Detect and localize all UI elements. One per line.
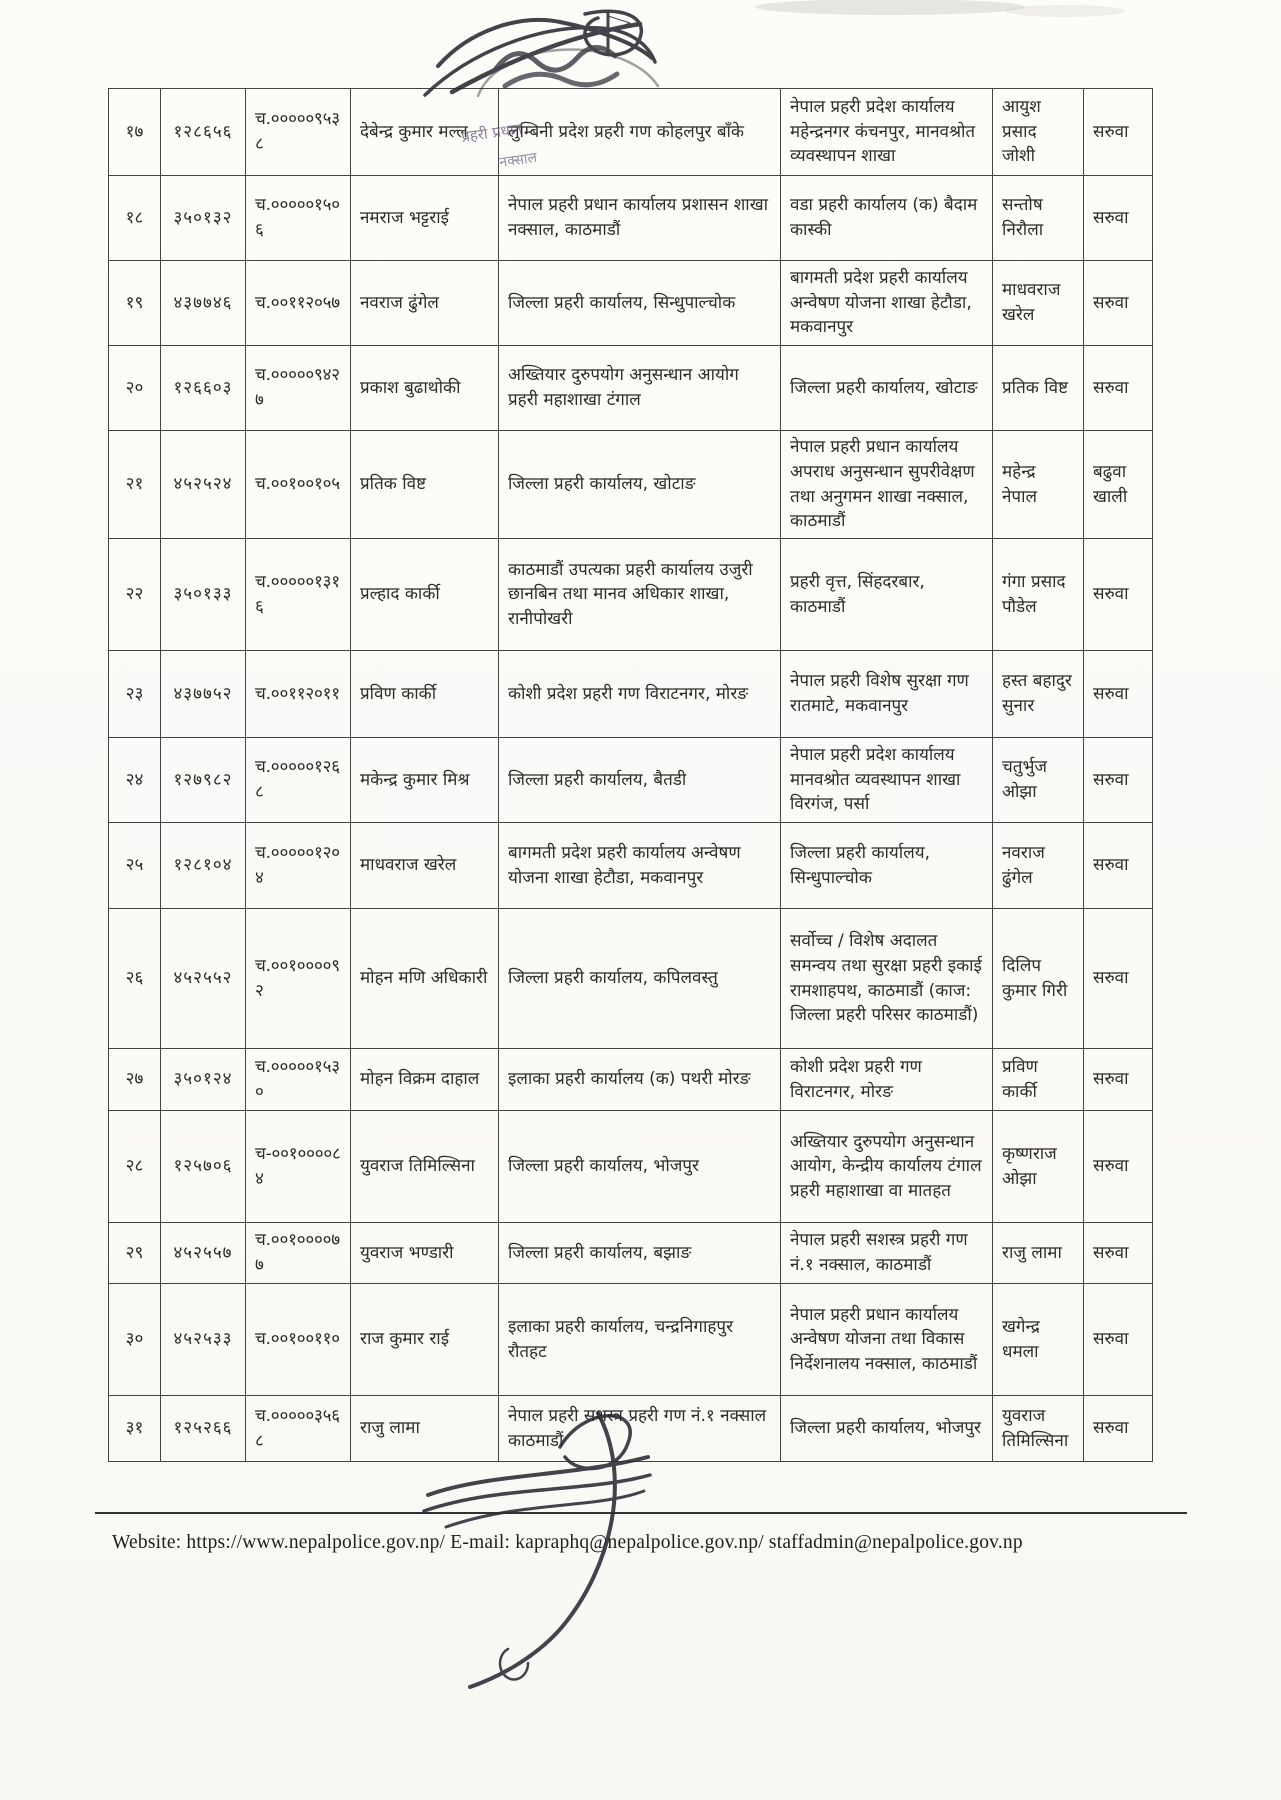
cell-name: देबेन्द्र कुमार मल्ल [351,89,499,176]
footer-website-text: Website: https://www.nepalpolice.gov.np/ E-mail: kapraphq@nepalpolice.gov.np/ staffadmin@nepalpolice.gov.np [112,1532,1023,1553]
cell-sn: १८ [109,176,161,261]
cell-sn: २३ [109,651,161,738]
transfer-table [108,88,1153,1462]
cell-sn: २८ [109,1111,161,1223]
cell-from: इलाका प्रहरी कार्यालय, चन्द्रनिगाहपुर रौतहट [499,1284,781,1396]
cell-to: जिल्ला प्रहरी कार्यालय, सिन्धुपाल्चोक [781,823,993,909]
cell-reg: १२५७०६ [161,1111,246,1223]
cell-code: च.०००००९४२७ [246,346,351,431]
cell-status: सरुवा [1084,1111,1153,1223]
cell-sn: १७ [109,89,161,176]
cell-to: कोशी प्रदेश प्रहरी गण विराटनगर, मोरङ [781,1049,993,1111]
cell-sn: २९ [109,1223,161,1284]
cell-name: राजु लामा [351,1396,499,1462]
cell-name: प्रविण कार्की [351,651,499,738]
cell-reg: ४५२५२४ [161,431,246,539]
transfer-table-body [109,89,1153,1462]
table-row [109,651,1153,738]
cell-to: प्रहरी वृत्त, सिंहदरबार, काठमाडौं [781,539,993,651]
table-row [109,823,1153,909]
cell-from: जिल्ला प्रहरी कार्यालय, खोटाङ [499,431,781,539]
photo-smudge [755,0,1025,15]
cell-to: नेपाल प्रहरी विशेष सुरक्षा गण रातमाटे, मकवानपुर [781,651,993,738]
cell-name: राज कुमार राई [351,1284,499,1396]
cell-code: च.००१००११० [246,1284,351,1396]
cell-sn: २४ [109,738,161,823]
stamp-text-line2: नक्साल [498,149,539,171]
table-row [109,176,1153,261]
cell-status: सरुवा [1084,909,1153,1049]
cell-name: प्रकाश बुढाथोकी [351,346,499,431]
cell-sn: २६ [109,909,161,1049]
cell-reg: ३५०१२४ [161,1049,246,1111]
cell-repl: प्रतिक विष्ट [993,346,1084,431]
cell-name: मोहन मणि अधिकारी [351,909,499,1049]
cell-code: च.००१००१०५ [246,431,351,539]
cell-reg: ४५२५३३ [161,1284,246,1396]
cell-from: जिल्ला प्रहरी कार्यालय, बझाङ [499,1223,781,1284]
cell-repl: राजु लामा [993,1223,1084,1284]
cell-from: बागमती प्रदेश प्रहरी कार्यालय अन्वेषण योजना शाखा हेटौडा, मकवानपुर [499,823,781,909]
cell-to: जिल्ला प्रहरी कार्यालय, भोजपुर [781,1396,993,1462]
table-row [109,346,1153,431]
table-row [109,431,1153,539]
cell-to: नेपाल प्रहरी सशस्त्र प्रहरी गण नं.१ नक्साल, काठमाडौं [781,1223,993,1284]
cell-repl: दिलिप कुमार गिरी [993,909,1084,1049]
cell-name: युवराज भण्डारी [351,1223,499,1284]
cell-status: सरुवा [1084,1396,1153,1462]
cell-name: प्रतिक विष्ट [351,431,499,539]
cell-name: युवराज तिमिल्सिना [351,1111,499,1223]
cell-reg: ४५२५५७ [161,1223,246,1284]
cell-status: बढुवा खाली [1084,431,1153,539]
cell-status: सरुवा [1084,1284,1153,1396]
ink-stamp [425,11,658,96]
cell-sn: ३० [109,1284,161,1396]
cell-code: च.०००००१५०६ [246,176,351,261]
cell-status: सरुवा [1084,539,1153,651]
cell-from: लुम्बिनी प्रदेश प्रहरी गण कोहलपुर बाँके [499,89,781,176]
table-row [109,909,1153,1049]
cell-status: सरुवा [1084,261,1153,346]
cell-status: सरुवा [1084,651,1153,738]
cell-repl: कृष्णराज ओझा [993,1111,1084,1223]
cell-from: कोशी प्रदेश प्रहरी गण विराटनगर, मोरङ [499,651,781,738]
cell-to: सर्वोच्च / विशेष अदालत समन्वय तथा सुरक्षा प्रहरी इकाई रामशाहपथ, काठमाडौं (काज: जिल्ला प्रहरी परिसर काठमाडौं) [781,909,993,1049]
cell-name: प्रल्हाद कार्की [351,539,499,651]
cell-status: सरुवा [1084,346,1153,431]
cell-reg: ३५०१३२ [161,176,246,261]
table-row [109,1396,1153,1462]
table-row [109,1284,1153,1396]
cell-reg: ३५०१३३ [161,539,246,651]
cell-name: नमराज भट्टराई [351,176,499,261]
cell-from: जिल्ला प्रहरी कार्यालय, भोजपुर [499,1111,781,1223]
cell-from: जिल्ला प्रहरी कार्यालय, सिन्धुपाल्चोक [499,261,781,346]
cell-reg: १२८६५६ [161,89,246,176]
cell-sn: २५ [109,823,161,909]
cell-code: च.०००००३५६८ [246,1396,351,1462]
cell-reg: ४३७७५२ [161,651,246,738]
cell-sn: २१ [109,431,161,539]
cell-to: नेपाल प्रहरी प्रदेश कार्यालय मानवश्रोत व्यवस्थापन शाखा विरगंज, पर्सा [781,738,993,823]
cell-from: इलाका प्रहरी कार्यालय (क) पथरी मोरङ [499,1049,781,1111]
cell-repl: चतुर्भुज ओझा [993,738,1084,823]
cell-code: च.०००००९५३८ [246,89,351,176]
stamp-text-line1: प्रहरी प्रधान [460,119,524,146]
cell-code: च.००११२०११ [246,651,351,738]
cell-status: सरुवा [1084,1049,1153,1111]
cell-repl: सन्तोष निरौला [993,176,1084,261]
table-row [109,1111,1153,1223]
cell-to: वडा प्रहरी कार्यालय (क) बैदाम कास्की [781,176,993,261]
table-row [109,261,1153,346]
cell-code: च.०००००१२६८ [246,738,351,823]
cell-to: नेपाल प्रहरी प्रधान कार्यालय अपराध अनुसन्धान सुपरीवेक्षण तथा अनुगमन शाखा नक्साल, काठमाडौं [781,431,993,539]
cell-name: मकेन्द्र कुमार मिश्र [351,738,499,823]
cell-status: सरुवा [1084,89,1153,176]
cell-repl: माधवराज खरेल [993,261,1084,346]
cell-reg: ४३७७४६ [161,261,246,346]
cell-sn: २२ [109,539,161,651]
cell-status: सरुवा [1084,1223,1153,1284]
photo-smudge [1005,5,1125,17]
cell-code: च.०००००१२०४ [246,823,351,909]
footer-divider [95,1512,1187,1514]
cell-code: च.००११२०५७ [246,261,351,346]
cell-reg: १२६६०३ [161,346,246,431]
cell-repl: गंगा प्रसाद पौडेल [993,539,1084,651]
cell-from: नेपाल प्रहरी प्रधान कार्यालय प्रशासन शाखा नक्साल, काठमाडौं [499,176,781,261]
cell-from: अख्तियार दुरुपयोग अनुसन्धान आयोग प्रहरी महाशाखा टंगाल [499,346,781,431]
cell-to: नेपाल प्रहरी प्रदेश कार्यालय महेन्द्रनगर कंचनपुर, मानवश्रोत व्यवस्थापन शाखा [781,89,993,176]
cell-from: जिल्ला प्रहरी कार्यालय, कपिलवस्तु [499,909,781,1049]
cell-sn: २७ [109,1049,161,1111]
cell-name: नवराज ढुंगेल [351,261,499,346]
cell-reg: १२५२६६ [161,1396,246,1462]
cell-repl: आयुश प्रसाद जोशी [993,89,1084,176]
cell-reg: १२७९८२ [161,738,246,823]
table-row [109,738,1153,823]
cell-from: जिल्ला प्रहरी कार्यालय, बैतडी [499,738,781,823]
cell-repl: प्रविण कार्की [993,1049,1084,1111]
cell-repl: खगेन्द्र धमला [993,1284,1084,1396]
cell-sn: ३१ [109,1396,161,1462]
cell-status: सरुवा [1084,176,1153,261]
table-row [109,1049,1153,1111]
cell-repl: महेन्द्र नेपाल [993,431,1084,539]
table-row [109,89,1153,176]
cell-status: सरुवा [1084,823,1153,909]
cell-repl: नवराज ढुंगेल [993,823,1084,909]
cell-to: बागमती प्रदेश प्रहरी कार्यालय अन्वेषण योजना शाखा हेटौडा, मकवानपुर [781,261,993,346]
cell-code: च-००१००००८४ [246,1111,351,1223]
cell-status: सरुवा [1084,738,1153,823]
cell-name: माधवराज खरेल [351,823,499,909]
table-row [109,539,1153,651]
cell-code: च.००१००००९२ [246,909,351,1049]
cell-sn: २० [109,346,161,431]
cell-sn: १९ [109,261,161,346]
cell-to: नेपाल प्रहरी प्रधान कार्यालय अन्वेषण योजना तथा विकास निर्देशनालय नक्साल, काठमाडौं [781,1284,993,1396]
cell-name: मोहन विक्रम दाहाल [351,1049,499,1111]
cell-repl: हस्त बहादुर सुनार [993,651,1084,738]
cell-from: काठमाडौं उपत्यका प्रहरी कार्यालय उजुरी छानबिन तथा मानव अधिकार शाखा, रानीपोखरी [499,539,781,651]
cell-from: नेपाल प्रहरी सशस्त्र प्रहरी गण नं.१ नक्साल काठमाडौं [499,1396,781,1462]
cell-code: च.०००००१३१६ [246,539,351,651]
cell-code: च.००१००००७७ [246,1223,351,1284]
table-row [109,1223,1153,1284]
cell-to: जिल्ला प्रहरी कार्यालय, खोटाङ [781,346,993,431]
cell-reg: ४५२५५२ [161,909,246,1049]
cell-to: अख्तियार दुरुपयोग अनुसन्धान आयोग, केन्द्रीय कार्यालय टंगाल प्रहरी महाशाखा वा मातहत [781,1111,993,1223]
cell-reg: १२८१०४ [161,823,246,909]
cell-code: च.०००००१५३० [246,1049,351,1111]
cell-repl: युवराज तिमिल्सिना [993,1396,1084,1462]
